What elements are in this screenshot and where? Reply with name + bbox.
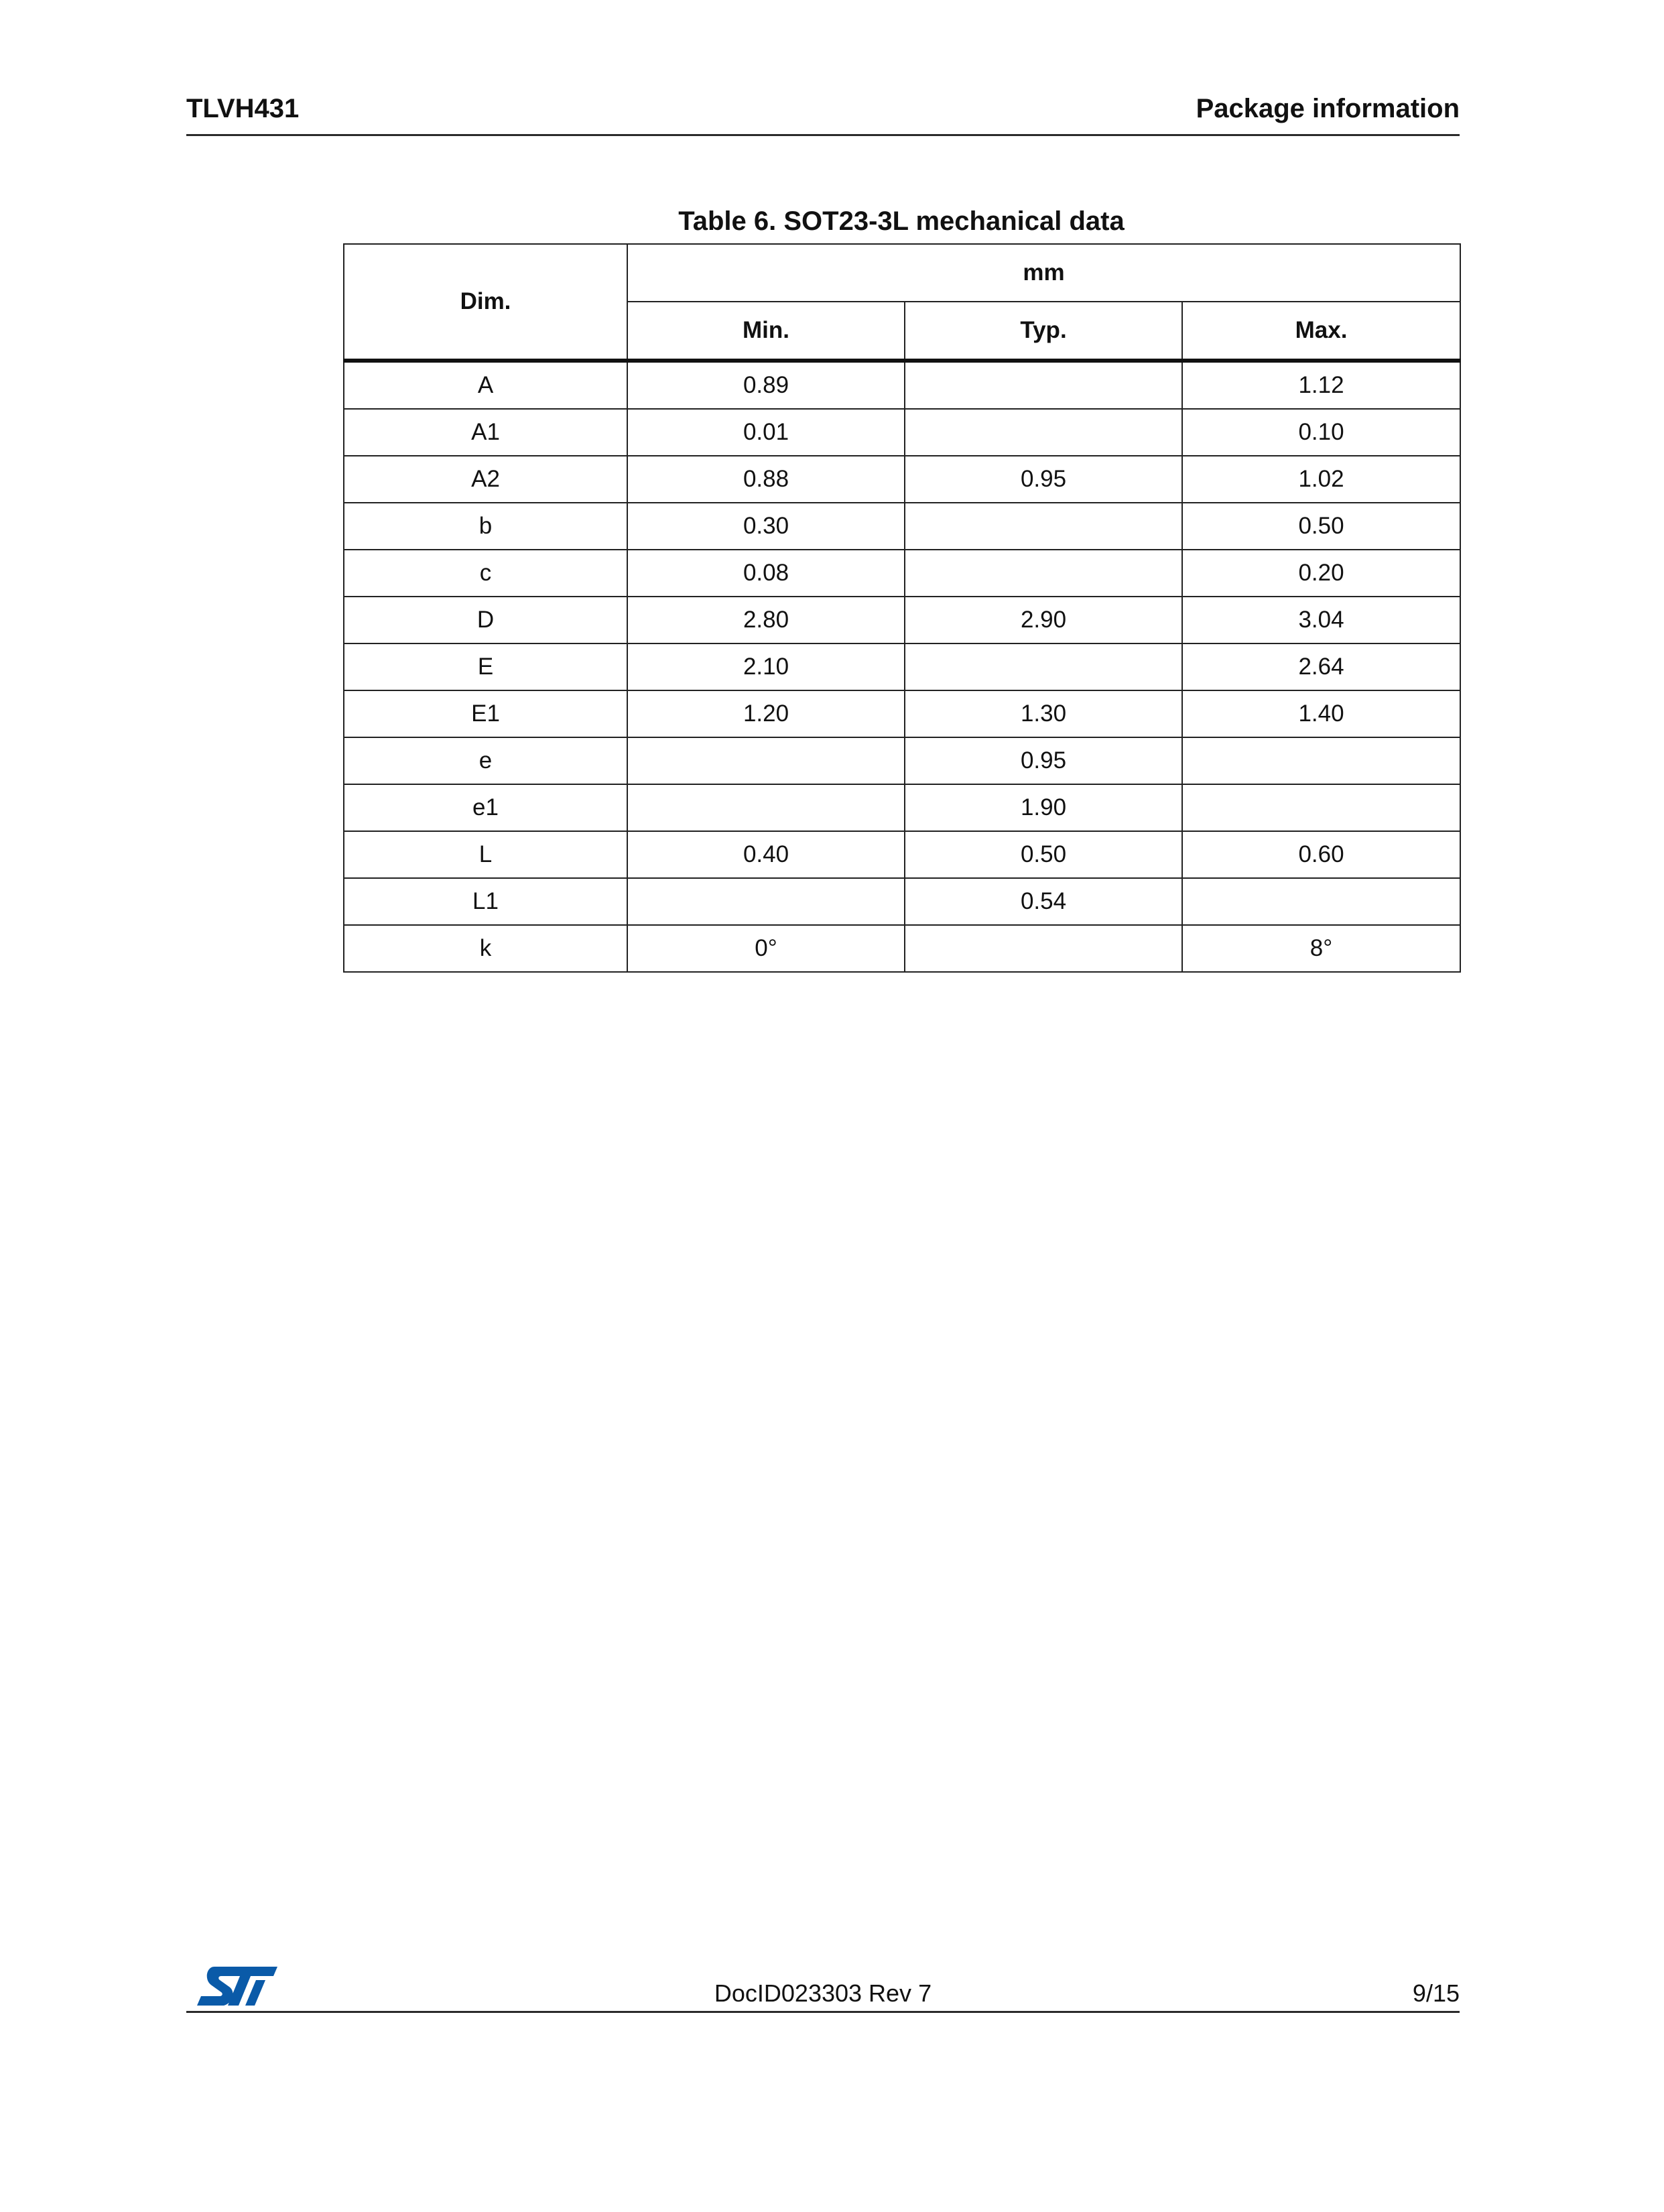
table-caption: Table 6. SOT23-3L mechanical data [678, 206, 1125, 236]
dim-cell: D [344, 597, 627, 643]
table-row [344, 597, 1460, 643]
max-cell: 0.10 [1182, 409, 1460, 456]
dim-cell: e [344, 737, 627, 784]
header-product-name: TLVH431 [186, 94, 300, 123]
max-cell: 1.40 [1182, 690, 1460, 737]
document-id: DocID023303 Rev 7 [714, 1979, 932, 2007]
typ-cell [905, 925, 1182, 972]
page-number: 9/15 [1412, 1979, 1460, 2007]
typ-cell: 2.90 [905, 597, 1182, 643]
max-cell: 2.64 [1182, 643, 1460, 690]
min-cell: 1.20 [627, 690, 905, 737]
typ-cell [905, 503, 1182, 550]
typ-cell: 0.95 [905, 737, 1182, 784]
min-cell: 0.30 [627, 503, 905, 550]
typ-cell [905, 361, 1182, 409]
dim-cell: A2 [344, 456, 627, 503]
dim-cell: E1 [344, 690, 627, 737]
typ-cell: 0.54 [905, 878, 1182, 925]
mechanical-data-table [343, 243, 1461, 973]
table-row [344, 784, 1460, 831]
max-cell [1182, 737, 1460, 784]
dim-cell: k [344, 925, 627, 972]
max-cell [1182, 784, 1460, 831]
page-header [186, 93, 1460, 136]
typ-cell: 1.90 [905, 784, 1182, 831]
min-cell: 2.80 [627, 597, 905, 643]
table-row [344, 361, 1460, 409]
min-cell: 0° [627, 925, 905, 972]
unit-column-header: mm [627, 244, 1460, 302]
max-cell: 3.04 [1182, 597, 1460, 643]
typ-cell [905, 409, 1182, 456]
header-section-title: Package information [1196, 94, 1460, 123]
dim-cell: E [344, 643, 627, 690]
min-cell [627, 784, 905, 831]
min-cell [627, 878, 905, 925]
table-row [344, 550, 1460, 597]
table-row [344, 925, 1460, 972]
dim-cell: L1 [344, 878, 627, 925]
dim-cell: c [344, 550, 627, 597]
typ-cell [905, 550, 1182, 597]
typ-cell: 0.50 [905, 831, 1182, 878]
table-row [344, 831, 1460, 878]
max-cell [1182, 878, 1460, 925]
table-row [344, 643, 1460, 690]
table-row [344, 456, 1460, 503]
dim-cell: A1 [344, 409, 627, 456]
typ-cell: 1.30 [905, 690, 1182, 737]
typ-cell [905, 643, 1182, 690]
min-cell: 0.89 [627, 361, 905, 409]
min-cell: 0.40 [627, 831, 905, 878]
page-footer [186, 1964, 1460, 2013]
min-cell [627, 737, 905, 784]
table-row [344, 878, 1460, 925]
min-cell: 2.10 [627, 643, 905, 690]
table-row [344, 737, 1460, 784]
max-cell: 8° [1182, 925, 1460, 972]
max-cell: 0.60 [1182, 831, 1460, 878]
min-cell: 0.88 [627, 456, 905, 503]
typ-cell: 0.95 [905, 456, 1182, 503]
dim-cell: L [344, 831, 627, 878]
min-cell: 0.01 [627, 409, 905, 456]
min-column-header: Min. [627, 302, 905, 361]
table-row [344, 690, 1460, 737]
typ-column-header: Typ. [905, 302, 1182, 361]
min-cell: 0.08 [627, 550, 905, 597]
dim-cell: A [344, 361, 627, 409]
max-cell: 0.50 [1182, 503, 1460, 550]
max-cell: 1.12 [1182, 361, 1460, 409]
table-row [344, 503, 1460, 550]
max-cell: 0.20 [1182, 550, 1460, 597]
dim-column-header: Dim. [344, 244, 627, 361]
dim-cell: b [344, 503, 627, 550]
max-cell: 1.02 [1182, 456, 1460, 503]
max-column-header: Max. [1182, 302, 1460, 361]
dim-cell: e1 [344, 784, 627, 831]
table-row [344, 409, 1460, 456]
